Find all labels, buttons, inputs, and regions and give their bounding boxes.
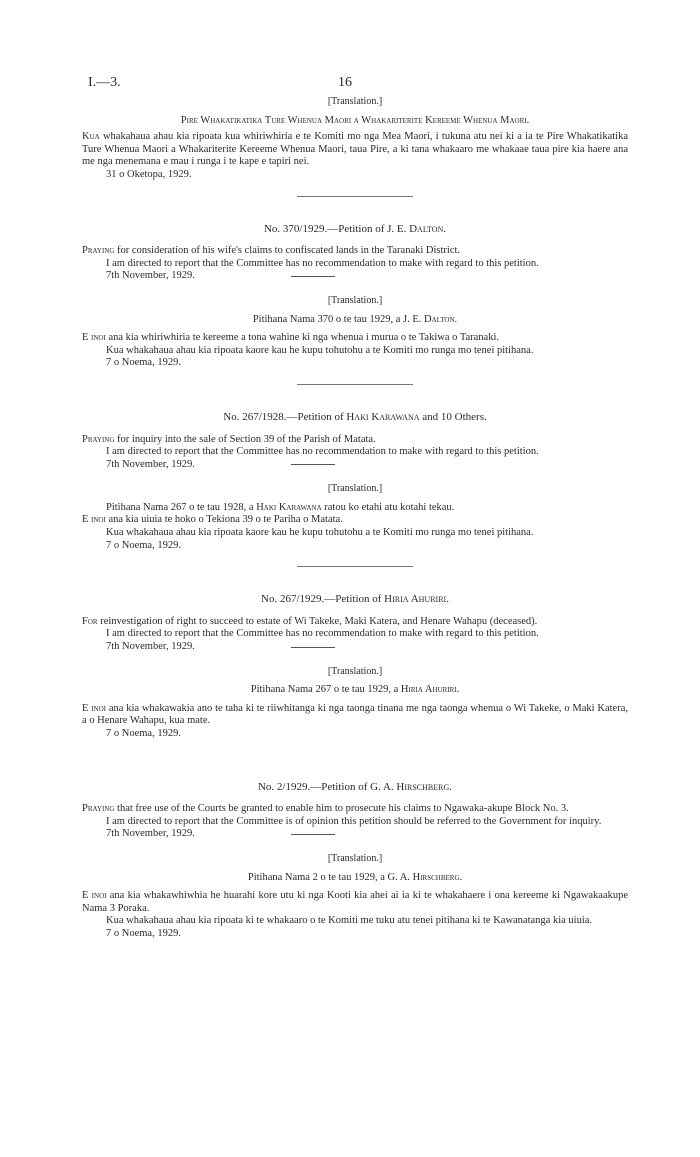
petitioner-name: J. E. Dalton.: [387, 222, 447, 235]
translation-label: [Translation.]: [327, 96, 383, 107]
petition-prayer: Praying that free use of the Courts be granted to enable him to prosecute his claims to Ngawaka-akupe Block No. 3.: [82, 803, 569, 815]
translation-label: [Translation.]: [327, 483, 383, 495]
report-date-row: [82, 828, 628, 841]
translation-paragraph: [82, 131, 628, 169]
lead-word: For: [82, 615, 98, 627]
lead-word: Praying: [82, 245, 115, 257]
lead-word: E inoi: [82, 514, 106, 526]
report-date: 7th November, 1929.: [106, 828, 195, 840]
petitioner-name: J. E. Dalton.: [403, 313, 458, 325]
petition-heading: No. 267/1928.—Petition of Haki Karawana and 10 Others.: [223, 410, 487, 423]
lead-word: Praying: [82, 803, 115, 815]
translation-prayer: E inoi ana kia whiriwhiria te kereeme a tona wahine ki nga whenua i murua o te Takiwa o Taranaki.: [82, 332, 500, 344]
petition-prayer: Praying for consideration of his wife's claims to confiscated lands in the Taranaki District.: [82, 245, 461, 257]
petitioner-name: G. A. Hirschberg.: [370, 780, 452, 793]
petitioner-name: Haki Karawana: [256, 501, 322, 513]
translation-heading: Pire Whakatikatika Ture Whenua Maori a Whakariterite Kereeme Whenua Maori.: [180, 114, 530, 126]
section-divider: [297, 384, 413, 385]
report-date: 7th November, 1929.: [106, 270, 195, 282]
translation-intro: Pitihana Nama 267 o te tau 1928, a Haki Karawana ratou ko etahi atu kotahi tekau.: [106, 501, 455, 513]
translation-subheading: Pitihana Nama 370 o te tau 1929, a J. E. Dalton.: [252, 313, 458, 325]
lead-word: E inoi: [82, 332, 106, 344]
translation-report: Kua whakahaua ahau kia ripoata kaore kau he kupu tohutohu a te Komiti mo runga mo tenei pitihana.: [106, 344, 534, 356]
section-petition-267-1929: [82, 593, 628, 740]
section-petition-370-1929: [82, 223, 628, 385]
section-bill-translation: [82, 96, 628, 197]
petition-heading: No. 2/1929.—Petition of G. A. Hirschberg.: [257, 780, 452, 793]
report-date-row: [82, 641, 628, 654]
translation-report: Kua whakahaua ahau kia ripoata ki te whakaaro o te Komiti me tuku atu tenei pitihana ki te Kawanatanga kia uiuia.: [106, 915, 593, 927]
translation-label: [Translation.]: [327, 294, 383, 306]
translation-subheading: Pitihana Nama 2 o te tau 1929, a G. A. Hirschberg.: [247, 871, 463, 883]
petition-prayer: Praying for inquiry into the sale of Section 39 of the Parish of Matata.: [82, 433, 376, 445]
petition-heading: No. 370/1929.—Petition of J. E. Dalton.: [263, 222, 447, 235]
committee-report: I am directed to report that the Committee has no recommendation to make with regard to this petition.: [106, 628, 539, 640]
report-date-row: [82, 270, 628, 283]
page-number: 16: [338, 75, 352, 90]
page-reference: I.—3.: [88, 75, 121, 90]
petitioner-name: G. A. Hirschberg.: [387, 871, 463, 883]
committee-report: I am directed to report that the Committee has no recommendation to make with regard to this petition.: [106, 257, 539, 269]
report-date: 7th November, 1929.: [106, 458, 195, 470]
translation-label: [Translation.]: [327, 665, 383, 677]
translation-label: [Translation.]: [327, 852, 383, 864]
section-petition-267-1928: [82, 411, 628, 567]
translation-report: Kua whakahaua ahau kia ripoata kaore kau he kupu tohutohu a te Komiti mo runga mo tenei pitihana.: [106, 527, 534, 539]
translation-date: 31 o Oketopa, 1929.: [106, 168, 192, 180]
petitioner-name: Haki Karawana: [346, 410, 420, 423]
report-date-row: [82, 459, 628, 472]
petition-prayer: For reinvestigation of right to succeed to estate of Wi Takeke, Maki Katera, and Henare Wahapu (deceased).: [82, 615, 538, 627]
short-divider: [291, 834, 335, 835]
translation-date: 7 o Noema, 1929.: [106, 728, 181, 739]
petitioner-name: Hiria Ahuriri.: [384, 593, 449, 606]
report-date: 7th November, 1929.: [106, 641, 195, 653]
translation-date: 7 o Noema, 1929.: [106, 357, 181, 369]
section-divider: [297, 566, 413, 567]
petition-heading: No. 267/1929.—Petition of Hiria Ahuriri.: [261, 593, 449, 606]
committee-report: I am directed to report that the Committee has no recommendation to make with regard to this petition.: [106, 446, 539, 458]
short-divider: [291, 464, 335, 465]
section-petition-2-1929: [82, 781, 628, 941]
translation-prayer: E inoi ana kia uiuia te hoko o Tekiona 39 o te Pariha o Matata.: [82, 514, 343, 526]
lead-word: Praying: [82, 433, 115, 445]
short-divider: [291, 276, 335, 277]
short-divider: [291, 647, 335, 648]
translation-date: 7 o Noema, 1929.: [106, 539, 181, 551]
translation-prayer: E inoi ana kia whakawakia ano te taha ki te riiwhitanga ki nga taonga tinana me nga taonga whenua o Wi Takeke, o Maki Katera, a o Henare Wahapu, kua mate.: [82, 702, 628, 727]
translation-subheading: Pitihana Nama 267 o te tau 1929, a Hiria Ahuriri.: [250, 684, 460, 696]
lead-word: E inoi: [82, 890, 107, 902]
translation-prayer: E inoi ana kia whakawhiwhia he huarahi kore utu ki nga Kooti kia ahei ai ia ki te whakahaere i ona kereeme ki Ngawakaakupe Nama 3 Poraka.: [82, 890, 629, 914]
petitioner-name: Hiria Ahuriri.: [400, 684, 460, 696]
section-divider: [297, 196, 413, 197]
translation-date: 7 o Noema, 1929.: [106, 927, 181, 939]
lead-word: Kua: [82, 131, 100, 143]
paragraph-text: whakahaua ahau kia ripoata kua whiriwhiria e te Komiti mo nga Mea Maori, i tukuna atu nei ki a ia te Pire Whakatikatika Ture Whenua Maori a Whakariterite Kereeme Whenua Maori, taua Pire, a ki tana whakaaro me whakaae taua pire kia haere ana me nga menemana e mau i runga i te kape e tapiri nei.: [82, 131, 629, 168]
committee-report: I am directed to report that the Committee is of opinion this petition should be referred to the Government for inquiry.: [106, 815, 602, 827]
lead-word: E inoi: [82, 702, 106, 714]
document-body: [82, 96, 628, 941]
